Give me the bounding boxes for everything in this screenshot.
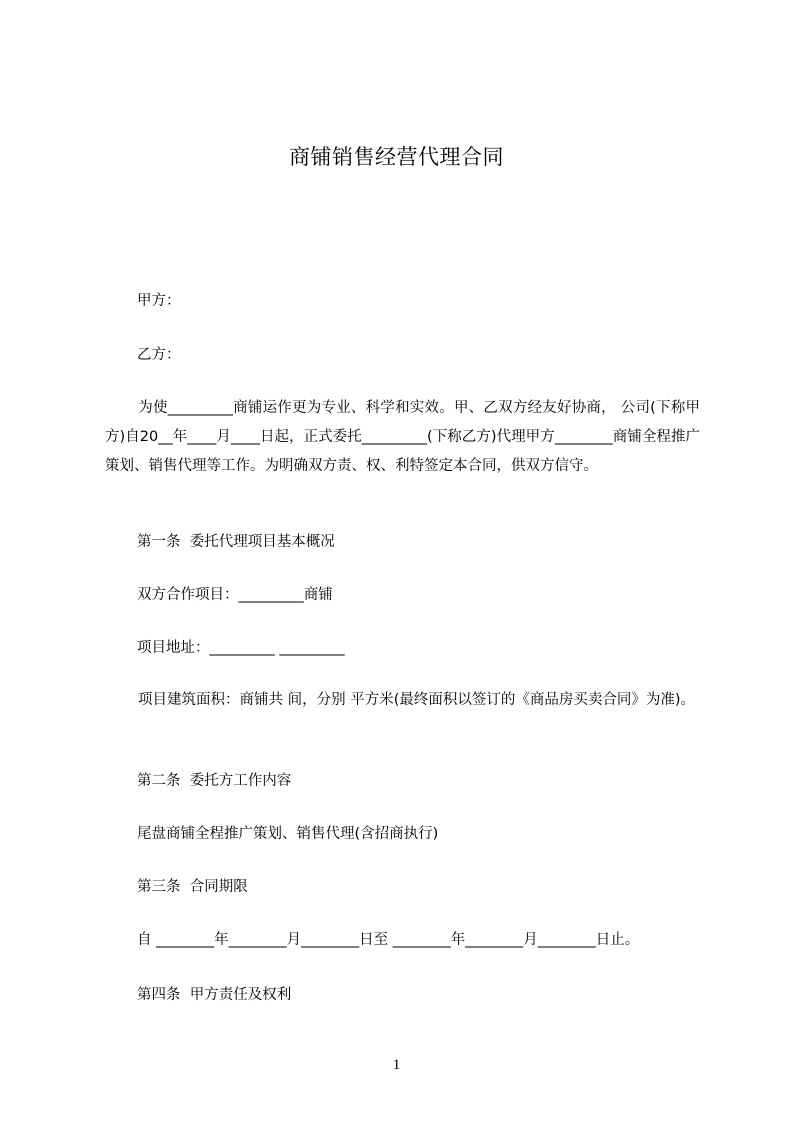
page-number: 1	[392, 1057, 401, 1073]
party-a-label: 甲方：	[137, 293, 181, 309]
article-2-heading: 第二条 委托方工作内容	[137, 773, 292, 789]
project-address-field: 项目地址：_________ _________	[137, 640, 345, 656]
project-name-field: 双方合作项目：_________商铺	[137, 587, 333, 603]
building-area-paragraph	[105, 686, 700, 715]
article-3-heading: 第三条 合同期限	[137, 879, 248, 895]
article-1-heading: 第一条 委托代理项目基本概况	[137, 534, 335, 550]
contract-period-field: 自 ________年________月________日至 ________年________月________日止。	[137, 932, 640, 948]
intro-paragraph	[105, 394, 700, 481]
article-2-content: 尾盘商铺全程推广策划、销售代理(含招商执行)	[137, 826, 439, 842]
intro-paragraph-text: 为使_________商铺运作更为专业、科学和实效。甲、乙双方经友好协商， 公司(下称甲方)自20__年____月____日起，正式委托_________(下称乙方)代理甲方________商铺全程推广策划、销售代理等工作。为明确双方责、权、利特签定本合同，供双方信守。	[105, 400, 700, 474]
document-title: 商铺销售经营代理合同	[289, 145, 504, 169]
building-area-text: 项目建筑面积：商铺共 间，分别 平方米(最终面积以签订的《商品房买卖合同》为准)。	[138, 692, 696, 708]
article-4-heading: 第四条 甲方责任及权利	[137, 987, 292, 1003]
party-b-label: 乙方：	[137, 347, 181, 363]
